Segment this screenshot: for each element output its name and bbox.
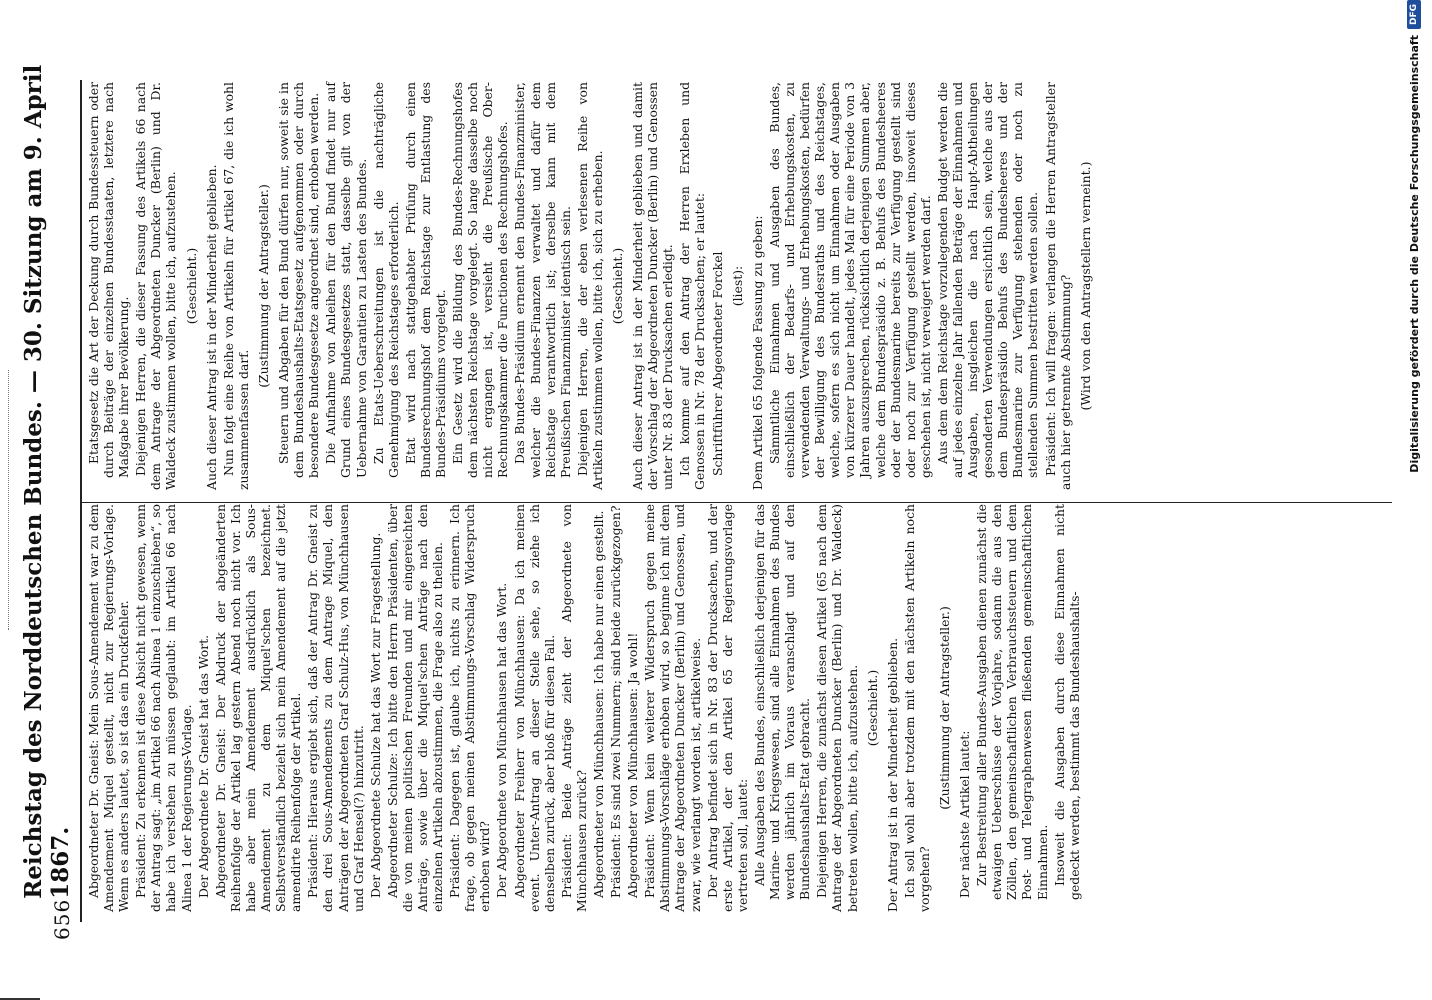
- paragraph: Die Aufnahme von Anleihen für den Bund findet nur auf Grund eines Bundesgesetzes statt, dasselbe gilt von der Uebernahme von Garantien zu Lasten des Bundes.: [323, 82, 369, 478]
- paragraph: Diejenigen Herren, die der eben verlesenen Reihe von Artikeln zustimmen wollen, bitte ich, sich zu erheben.: [574, 82, 605, 490]
- dfg-note: Digitalisierung gefördert durch die Deutsche Forschungsgemeinschaft: [1407, 35, 1421, 473]
- paragraph: Präsident: Hieraus ergiebt sich, daß der Antrag Dr. Gneist zu den drei Sous-Amendements zu dem Antrage Miquel, den Anträgen der Abgeordneten Graf Schulz-Hus, von Münchhausen und Graf Hensel(?) hinzutritt.: [305, 504, 366, 912]
- paragraph: Zur Bestreitung aller Bundes-Ausgaben dienen zunächst die etwaigen Ueberschüsse der Vorjahre, sodann die aus den Zöllen, den gemeinschaftlichen Verbrauchssteuern und dem Post- und Telegraphenwesen fließenden gemeinschaftlichen Einnahmen.: [974, 504, 1050, 900]
- dfg-logo: DFG: [1407, 0, 1421, 29]
- page-number: 656: [50, 898, 74, 940]
- scan-smudge: [8, 370, 9, 630]
- column-divider: [82, 502, 1392, 503]
- dfg-footer: [1400, 0, 1428, 1000]
- paragraph: Sämmtliche Einnahmen und Ausgaben des Bundes, einschließlich der Bedarfs- und Erhebungskosten, zu verwendenden Verwaltungs- und Erhebungskosten, bedürfen der Bewilligung des Bundesraths und des Reichstages, welche, sofern es sich nicht um Einnahmen oder Ausgaben von kürzerer Dauer handelt, jedes Mal für eine Periode von 3 Jahren auszusprechen, rücksichtlich derjenigen Summen aber, welche dem Bundespräsidio z. B. Behufs des Bundesheeres oder der Bundesmarine bereits zur Verfügung gestellt sind oder noch zur Verfügung gestellt werden, insoweit dieses geschehen ist, nicht verweigert werden darf.: [766, 82, 933, 478]
- paragraph: Präsident: Es sind zwei Nummern; sind beide zurückgezogen?: [608, 505, 624, 898]
- paragraph: (Zustimmung der Antragsteller.): [936, 606, 952, 810]
- paragraph: Auch dieser Antrag ist in der Minderheit geblieben.: [203, 164, 219, 490]
- paragraph: Das Bundes-Präsidium ernennt den Bundes-Finanzminister, welcher die Bundes-Finanzen verwaltet und dafür dem Reichstage verantwortlich ist; derselbe kann mit dem Preußischen Finanzminister identisch sein.: [512, 82, 573, 478]
- paragraph: Abgeordneter Dr. Gneist: Der Abdruck der abgeänderten Reihenfolge der Artikel lag gestern Abend noch nicht vor. Ich habe aber mein Amendement ausdrücklich als Sous-Amendement zu dem Miquel'schen bezeichnet. Selbstverständlich bezieht sich mein Amendement auf die jetzt amendirte Reihenfolge der Artikel.: [212, 504, 304, 912]
- paragraph: (Zustimmung der Antragsteller.): [255, 184, 271, 388]
- paragraph: Präsident: Ich will fragen: verlangen die Herren Antragsteller auch hier getrennte Abstimmung?: [1042, 82, 1073, 490]
- paragraph: Alle Ausgaben des Bundes, einschließlich derjenigen für das Marine- und Kriegswesen, sind alle Einnahmen des Bundes werden jährlich im Voraus veranschlagt und auf den Bundeshaushalts-Etat gebracht.: [751, 504, 813, 900]
- paragraph: Der Abgeordnete Dr. Gneist hat das Wort.: [195, 634, 211, 898]
- paragraph: Abgeordneter Schulze: Ich bitte den Herrn Präsidenten, über die von meinen politischen Freunden und mir eingereichten Anträge, sowie über die Miquel'schen Anträge nach den einzelnen Artikeln abzustimmen, die Frage also zu theilen.: [384, 504, 446, 912]
- paragraph: Der Antrag befindet sich in Nr. 83 der Drucksachen, und der erste Artikel, der den Artikel 65 der Regierungsvorlage vertreten soll, lautet:: [704, 504, 750, 912]
- paragraph: Der Antrag ist in der Minderheit geblieben.: [884, 637, 900, 912]
- paragraph: Etat wird nach stattgehabter Prüfung durch einen Bundesrechnungshof dem Reichstage zur Entlastung des Bundes-Präsidiums vorgelegt.: [402, 82, 448, 478]
- paragraph: Zu Etats-Ueberschreitungen ist die nachträgliche Genehmigung des Reichstages erforderlich.: [370, 82, 401, 478]
- paragraph: Ich komme auf den Antrag der Herren Erxleben und Genossen in Nr. 78 der Drucksachen; er lautet:: [677, 82, 708, 490]
- paragraph: Abgeordneter von Münchhausen: Ja wohl!: [625, 632, 641, 898]
- paragraph: Aus dem dem Reichstage vorzulegenden Budget werden die auf jedes einzelne Jahr fallenden Beträge der Einnahmen und Ausgaben, insgleichen die nach Haupt-Abtheilungen gesonderten Verwendungen ersichtlich sein, welche aus der dem Bundespräsidio Behufs des Bundesheeres und der Bundesmarine zur Verfügung stehenden oder noch zu stellenden Summen bestritten werden sollen.: [934, 82, 1041, 478]
- paragraph: (Geschieht.): [864, 669, 880, 747]
- header-rule: [80, 80, 82, 922]
- paragraph: Ich soll wohl aber trotzdem mit den nächsten Artikeln noch vorgehen?: [901, 504, 932, 912]
- paragraph: Abgeordneter Freiherr von Münchhausen: Da ich meinen event. Unter-Antrag an dieser Stelle sehe, so ziehe ich denselben zurück, aber bloß für diesen Fall.: [511, 504, 557, 912]
- paragraph: Nun folgt eine Reihe von Artikeln für Artikel 67, die ich wohl zusammenfassen darf.: [220, 82, 251, 490]
- paragraph: Abgeordneter von Münchhausen: Ich habe nur einen gestellt.: [591, 510, 606, 898]
- paragraph: Schriftführer Abgeordneter Forckel: [709, 251, 725, 476]
- paragraph: Der Abgeordnete von Münchhausen hat das Wort.: [494, 582, 510, 898]
- paragraph: Präsident: Zu erkennen ist diese Absicht nicht gewesen, wenn der Antrag sagt: „im Artikel 66 nach Alinea 1 einzuschieben“, so habe ich verstehen zu müssen geglaubt: im Artikel 66 nach Alinea 1 der Regierungs-Vorlage.: [133, 504, 194, 912]
- paragraph: Dem Artikel 65 folgende Fassung zu geben:: [749, 215, 765, 490]
- binding-edge-mark: [0, 992, 40, 1000]
- paragraph: (liest):: [729, 265, 745, 307]
- paragraph: Ein Gesetz wird die Bildung des Bundes-Rechnungshofes dem nächsten Reichstage vorgelegt. So lange dasselbe noch nicht ergangen ist, versieht die Preußische Ober-Rechnungskammer die Functionen des Rechnungshofes.: [450, 82, 511, 478]
- running-title: Reichstag des Norddeutschen Bundes. — 30. Sitzung am 9. April 1867.: [20, 64, 74, 899]
- paragraph: Präsident: Beide Anträge zieht der Abgeordnete von Münchhausen zurück?: [558, 504, 589, 912]
- paragraph: Präsident: Wenn kein weiterer Widerspruch gegen meine Abstimmungs-Vorschläge erhoben wird, so beginne ich mit dem Antrage der Abgeordneten Duncker (Berlin) und Genossen, und zwar, wie verlangt worden ist, artikelweise.: [642, 504, 703, 912]
- right-column: [86, 82, 1098, 490]
- paragraph: Der Abgeordnete Schulze hat das Wort zur Fragestellung.: [367, 532, 383, 898]
- paragraph: (Geschieht.): [610, 247, 625, 325]
- paragraph: Präsident: Dagegen ist, glaube ich, nichts zu erinnern. Ich frage, ob gegen meinen Abstimmungs-Vorschlag Widerspruch erhoben wird?: [447, 504, 493, 912]
- paragraph: Insoweit die Ausgaben durch diese Einnahmen nicht gedeckt werden, bestimmt das Bundeshaushalts-: [1051, 504, 1082, 900]
- paragraph: (Geschieht.): [183, 247, 199, 325]
- paragraph: Der nächste Artikel lautet:: [957, 730, 973, 898]
- page-header: [20, 60, 74, 940]
- paragraph: Steuern und Abgaben für den Bund dürfen nur, soweit sie in dem Bundeshaushalts-Etatsgesetz aufgenommen oder durch besondere Bundesgesetze angeordnet sind, erhoben werden.: [276, 82, 322, 478]
- paragraph: Diejenigen Herren, die dieser Fassung des Artikels 66 nach dem Antrage der Abgeordneten Duncker (Berlin) und Dr. Waldeck zustimmen wollen, bitte ich, aufzustehen.: [133, 82, 179, 490]
- paragraph: (Wird von den Antragstellern verneint.): [1077, 161, 1093, 411]
- paragraph: Auch dieser Antrag ist in der Minderheit geblieben und damit der Vorschlag der Abgeordneten Duncker (Berlin) und Genossen unter Nr. 83 der Drucksachen erledigt.: [630, 82, 676, 490]
- paragraph: Diejenigen Herren, die zunächst diesen Artikel (65 nach dem Antrage der Abgeordneten Duncker (Berlin) und Dr. Waldeck) betreten wollen, bitte ich, aufzustehen.: [814, 504, 860, 912]
- paragraph: Etatsgesetz die Art der Deckung durch Bundessteuern oder durch Beiträge der einzelnen Bundesstaaten, letztere nach Maßgabe ihrer Bevölkerung.: [86, 82, 132, 478]
- left-column: [86, 504, 1084, 912]
- paragraph: Abgeordneter Dr. Gneist: Mein Sous-Amendement war zu dem Amendement Miquel gestellt, nicht zur Regierungs-Vorlage. Wenn es anders lautet, so ist das ein Druckfehler.: [86, 504, 132, 912]
